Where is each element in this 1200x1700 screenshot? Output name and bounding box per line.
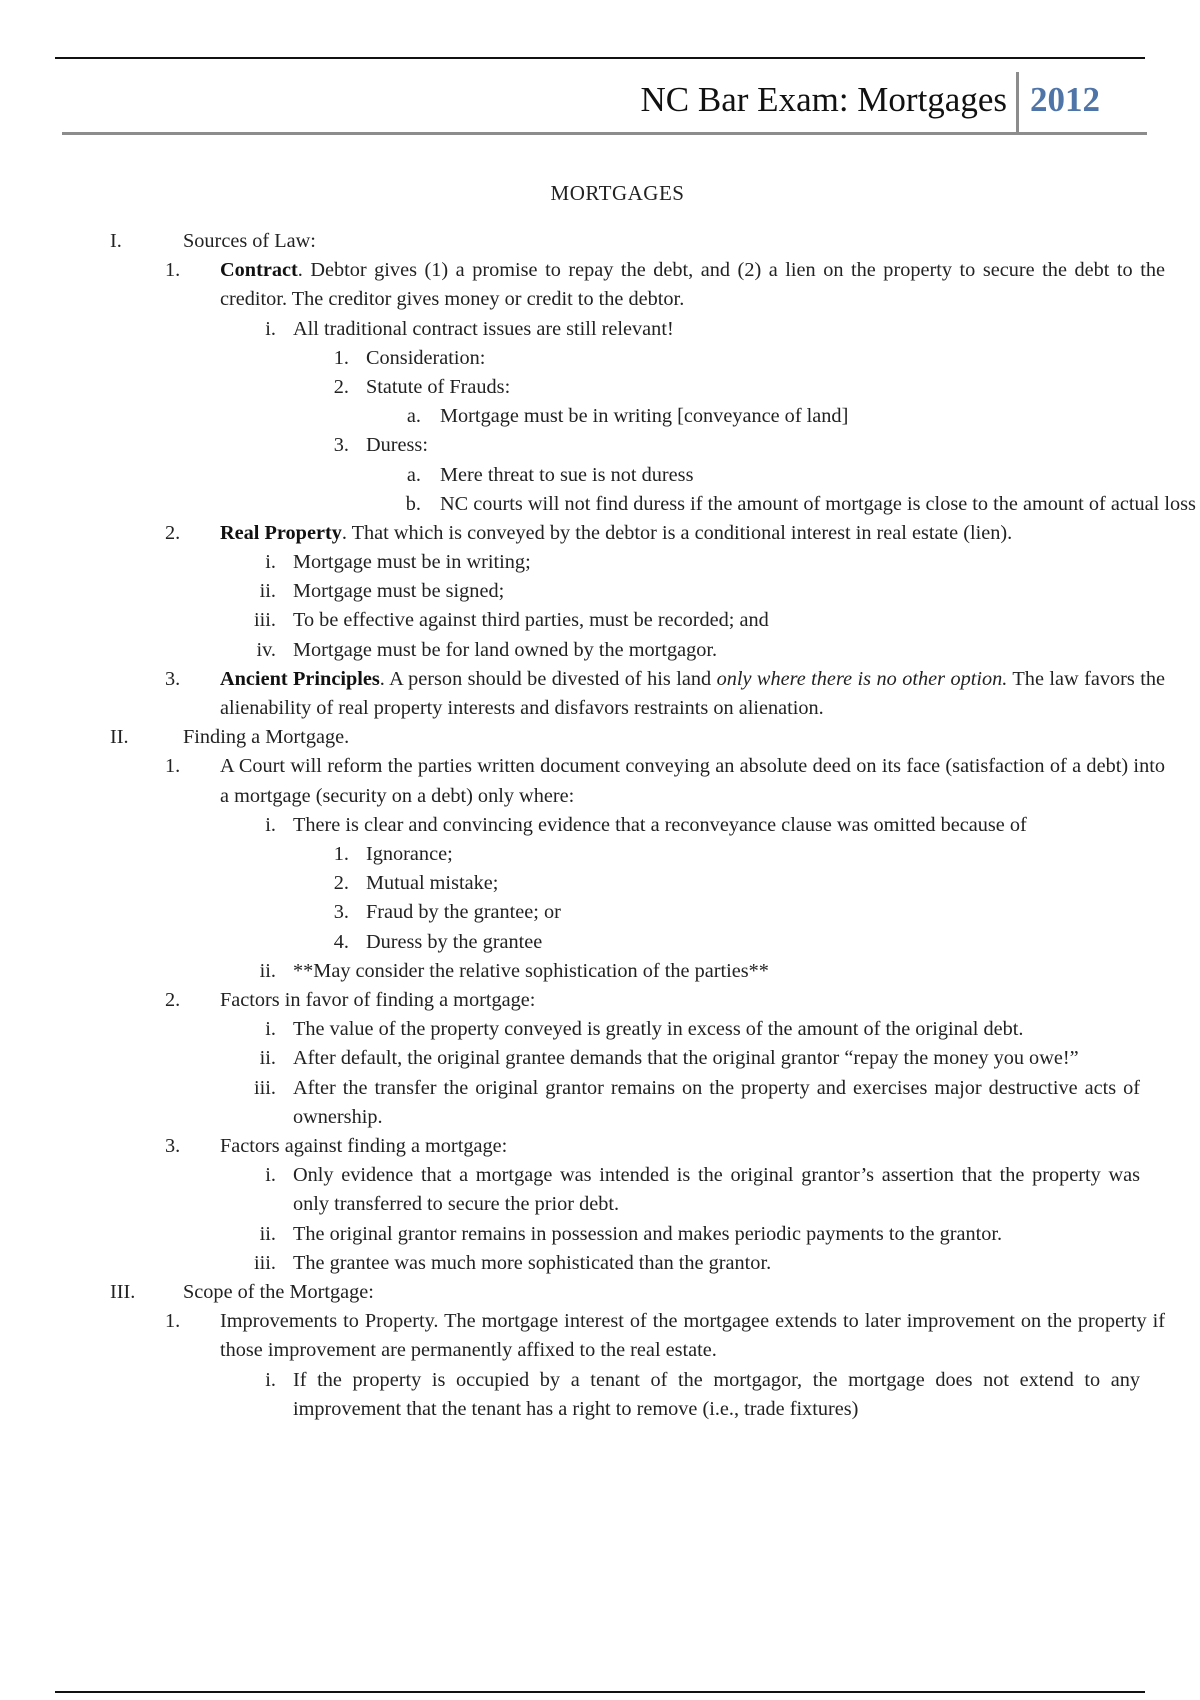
outline-text [220,256,1165,314]
outline-body: Only evidence that a mortgage was intended is the original grantor’s assertion that the property was only transferred to secure the prior debt. [293,1164,1140,1216]
outline-marker: 2. [165,988,181,1011]
outline-text [293,315,674,344]
outline-text [220,665,1165,723]
outline-marker: ii. [259,580,276,603]
document-title: MORTGAGES [550,181,685,205]
outline-item [0,957,1200,986]
outline-body: The grantee was much more sophisticated than the grantor. [293,1251,772,1274]
outline-marker: i. [265,551,276,574]
outline-item [0,606,1200,635]
outline-marker: 1. [165,259,181,282]
outline-text [293,1366,1140,1424]
outline-text [366,898,561,927]
outline-heading: Contract [220,259,298,282]
outline-marker: ii. [259,1047,276,1070]
outline-text [440,402,848,431]
outline-marker: i. [265,1368,276,1391]
outline-text [366,431,428,460]
outline-text [293,636,717,665]
outline-text [440,490,1196,519]
outline-marker: ii. [259,1222,276,1245]
outline-item [0,665,1200,723]
outline-item [0,548,1200,577]
outline-item [0,490,1200,519]
outline-item [0,519,1200,548]
outline-item [0,1278,1200,1307]
outline-item [0,752,1200,810]
outline-text [293,606,769,635]
outline-body: Mere threat to sue is not duress [440,463,694,486]
outline-item [0,402,1200,431]
outline-text [183,1278,374,1307]
outline-body: After default, the original grantee demands that the original grantor “repay the money you owe!” [293,1047,1079,1070]
outline-marker: b. [405,492,421,515]
outline-item [0,1044,1200,1073]
outline-marker: 3. [333,434,349,457]
outline-item [0,227,1200,256]
outline-item [0,315,1200,344]
outline-marker: 2. [333,872,349,895]
outline-body: Fraud by the grantee; or [366,901,561,924]
outline-text [293,548,531,577]
outline-body: Sources of Law: [183,230,316,252]
outline-item [0,1074,1200,1132]
outline-marker: II. [110,726,129,749]
outline-marker: i. [265,1018,276,1041]
outline-body: Factors in favor of finding a mortgage: [220,988,536,1011]
outline-item [0,461,1200,490]
outline-item [0,256,1200,314]
outline-text [293,1249,771,1278]
outline-item [0,1366,1200,1424]
top-rule [55,57,1145,59]
outline-body: Finding a Mortgage. [183,726,350,749]
outline-item [0,723,1200,752]
outline-body: Mutual mistake; [366,872,499,895]
page-header [62,72,1147,135]
outline-marker: 3. [333,901,349,924]
outline-marker: 1. [165,1310,181,1333]
outline-marker: 3. [165,1134,181,1157]
outline-heading: Ancient Principles [220,667,380,690]
outline-body: The original grantor remains in possession and makes periodic payments to the grantor. [293,1222,1003,1245]
outline-marker: iii. [254,1251,276,1274]
outline-item [0,898,1200,927]
outline-item [0,840,1200,869]
outline-body: All traditional contract issues are still relevant! [293,317,674,340]
outline-item [0,1015,1200,1044]
outline-body: The value of the property conveyed is greatly in excess of the amount of the original debt. [293,1018,1024,1041]
outline-item [0,1161,1200,1219]
header-divider [1016,72,1019,132]
outline-marker: 1. [333,843,349,866]
outline-item [0,1132,1200,1161]
outline-marker: iii. [254,1076,276,1099]
outline-body: Scope of the Mortgage: [183,1280,374,1303]
outline-emphasis: only where there is no other option. [716,667,1008,690]
outline-body: . That which is conveyed by the debtor is a conditional interest in real estate (lien). [341,521,1013,544]
outline-item [0,1220,1200,1249]
outline-text [366,840,453,869]
outline-marker: 1. [165,755,181,778]
outline-marker: 1. [333,346,349,369]
outline-text [220,1132,507,1161]
outline-marker: i. [265,317,276,340]
outline-marker: I. [110,230,122,252]
outline-body-continued: The law favors the alienability of real property interests and disfavors restraints on alienation. [220,667,1165,720]
outline-body: . A person should be divested of his land [379,667,717,690]
outline-text [293,1074,1140,1132]
outline-item [0,577,1200,606]
outline-text [293,1015,1023,1044]
outline-body: Improvements to Property. The mortgage interest of the mortgagee extends to later improvement on the property if those improvement are permanently affixed to the real estate. [220,1310,1165,1362]
outline-body: **May consider the relative sophistication of the parties** [293,959,769,982]
header-year: 2012 [1030,80,1100,119]
outline-body: Mortgage must be for land owned by the mortgagor. [293,638,718,661]
outline-text [293,957,769,986]
outline-text [293,1220,1002,1249]
outline-marker: iv. [256,638,276,661]
outline-body: NC courts will not find duress if the amount of mortgage is close to the amount of actual loss [440,492,1196,515]
outline-body: If the property is occupied by a tenant of the mortgagor, the mortgage does not extend to any improvement that the tenant has a right to remove (i.e., trade fixtures) [293,1368,1140,1420]
outline-marker: 3. [165,667,181,690]
outline-body: To be effective against third parties, must be recorded; and [293,609,769,632]
outline-text [183,723,349,752]
outline-body: Ignorance; [366,843,453,866]
outline-marker: ii. [259,959,276,982]
outline-item [0,928,1200,957]
outline-body: Factors against finding a mortgage: [220,1134,508,1157]
outline-body: A Court will reform the parties written document conveying an absolute deed on its face (satisfaction of a debt) into a mortgage (security on a debt) only where: [220,755,1165,807]
outline-text [220,752,1165,810]
outline-body: There is clear and convincing evidence that a reconveyance clause was omitted because of [293,813,1027,836]
outline-text [220,519,1165,548]
outline-marker: i. [265,813,276,836]
outline-marker: III. [110,1280,136,1303]
bottom-rule [55,1691,1145,1693]
outline-marker: a. [406,463,421,486]
outline-marker: iii. [254,609,276,632]
outline-body: Mortgage must be signed; [293,580,505,603]
outline-body: Mortgage must be in writing; [293,551,531,574]
outline-text [293,1161,1140,1219]
outline-item [0,869,1200,898]
outline-body: Consideration: [366,346,486,369]
outline-body: Duress: [366,434,428,457]
outline-item [0,986,1200,1015]
outline-text [183,227,316,256]
outline-text [293,577,504,606]
outline-body: . Debtor gives (1) a promise to repay the debt, and (2) a lien on the property to secure the debt to the creditor. The creditor gives money or credit to the debtor. [220,259,1165,311]
outline-text [366,344,485,373]
outline-text [440,461,693,490]
outline-text [366,928,542,957]
outline-marker: 2. [333,375,349,398]
outline-text [220,986,535,1015]
header-title: NC Bar Exam: Mortgages [640,80,1007,119]
outline [0,227,1200,1424]
outline-text [366,373,510,402]
outline-item [0,344,1200,373]
outline-text [293,811,1027,840]
outline-body: After the transfer the original grantor remains on the property and exercises major destructive acts of ownership. [293,1076,1140,1128]
outline-text [220,1307,1165,1365]
outline-body: Statute of Frauds: [366,375,511,398]
outline-item [0,373,1200,402]
outline-heading: Real Property [220,521,342,544]
outline-body: Mortgage must be in writing [conveyance of land] [440,405,849,428]
outline-marker: 2. [165,521,181,544]
outline-item [0,636,1200,665]
outline-marker: a. [406,405,421,428]
outline-item [0,431,1200,460]
outline-item [0,811,1200,840]
outline-marker: 4. [333,930,349,953]
outline-item [0,1307,1200,1365]
outline-item [0,1249,1200,1278]
outline-marker: i. [265,1164,276,1187]
outline-body: Duress by the grantee [366,930,543,953]
outline-text [366,869,498,898]
outline-text [293,1044,1140,1073]
